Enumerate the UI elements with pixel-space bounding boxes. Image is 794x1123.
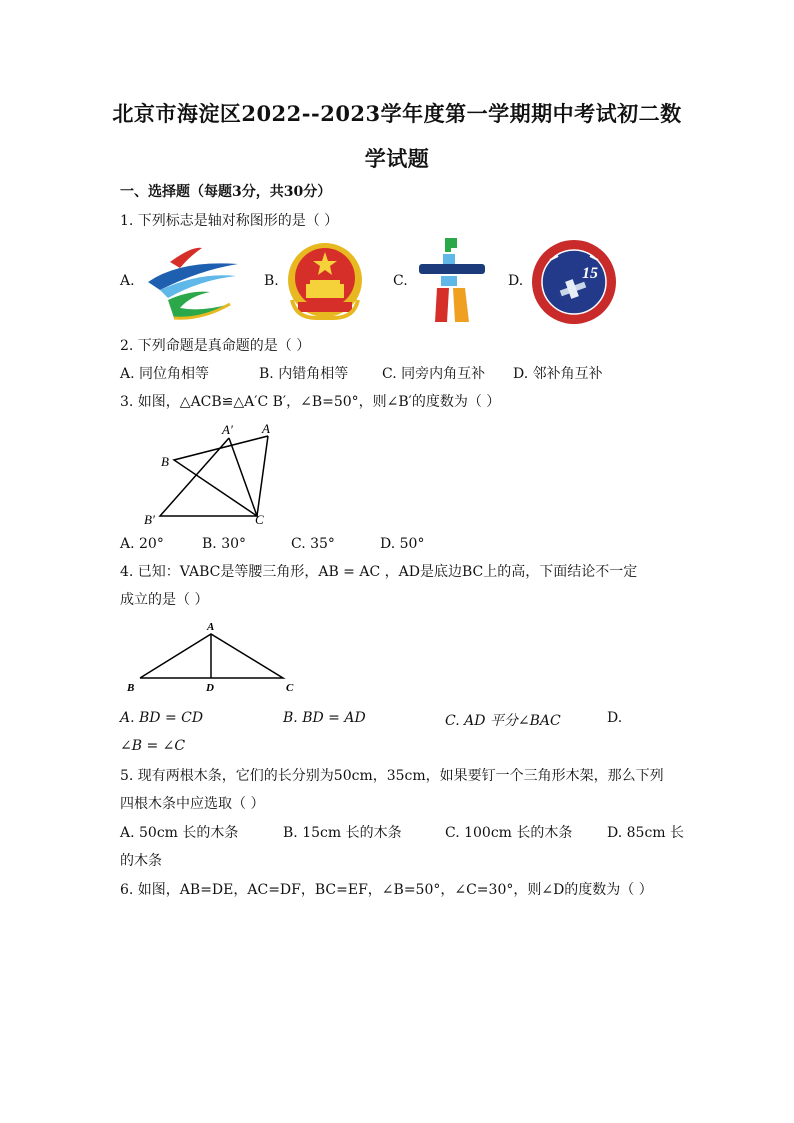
- winter-games-logo-icon: [140, 242, 240, 320]
- q2-option-a[interactable]: A. 同位角相等: [120, 366, 210, 382]
- label-b: B: [127, 682, 135, 694]
- q4-option-d-cont: ∠B = ∠C: [120, 738, 186, 754]
- q4-stem-cont: 成立的是（ ）: [120, 592, 209, 608]
- label-b: B: [161, 454, 169, 469]
- q2-option-c[interactable]: C. 同旁内角互补: [382, 366, 486, 382]
- q3-figure: [140, 418, 280, 530]
- q3-option-a[interactable]: A. 20°: [120, 536, 164, 552]
- label-a: A: [262, 421, 270, 436]
- q1-option-a[interactable]: A.: [120, 273, 135, 289]
- label-a: A: [207, 621, 215, 633]
- page-title-cont: 学试题: [364, 146, 430, 171]
- q3-stem: 3. 如图，△ACB≌△A′C B′，∠B=50°，则∠B′的度数为（ ）: [120, 394, 501, 410]
- q5-option-d[interactable]: D. 85cm 长: [607, 825, 685, 841]
- q1-option-c[interactable]: C.: [393, 273, 408, 289]
- label-a-prime: A′: [222, 422, 233, 437]
- q3-option-b[interactable]: B. 30°: [202, 536, 247, 552]
- q4-stem: 4. 已知：VABC是等腰三角形，AB = AC ，AD是底边BC上的高，下面结论不一定: [120, 564, 638, 580]
- section-heading: 一、选择题（每题3分，共30分）: [120, 184, 332, 200]
- q5-option-c[interactable]: C. 100cm 长的木条: [445, 825, 573, 841]
- q4-option-b[interactable]: B. BD = AD: [283, 710, 366, 726]
- label-d: D: [206, 682, 214, 694]
- q1-option-d[interactable]: D.: [508, 273, 524, 289]
- q4-option-a[interactable]: A. BD = CD: [120, 710, 204, 726]
- page-title: 北京市海淀区2022--2023学年度第一学期期中考试初二数: [112, 101, 682, 126]
- q5-option-b[interactable]: B. 15cm 长的木条: [283, 825, 402, 841]
- label-c: C: [255, 512, 264, 527]
- inukshuk-logo-icon: [415, 236, 487, 324]
- q4-option-d[interactable]: D.: [607, 710, 623, 726]
- q3-option-d[interactable]: D. 50°: [380, 536, 425, 552]
- q4-figure: [120, 620, 310, 698]
- q5-stem-cont: 四根木条中应选取（ ）: [120, 796, 265, 812]
- label-c: C: [286, 682, 294, 694]
- space-mission-emblem-icon: [530, 238, 618, 326]
- emblem-number: 15: [582, 265, 598, 282]
- q1-option-b[interactable]: B.: [264, 273, 279, 289]
- q5-option-d-cont: 的木条: [120, 853, 162, 869]
- q2-option-b[interactable]: B. 内错角相等: [259, 366, 349, 382]
- q2-stem: 2. 下列命题是真命题的是（ ）: [120, 338, 311, 354]
- q2-option-d[interactable]: D. 邻补角互补: [513, 366, 603, 382]
- national-emblem-icon: [286, 240, 364, 322]
- q5-stem: 5. 现有两根木条，它们的长分别为50cm，35cm，如果要钉一个三角形木架，那么下列: [120, 768, 664, 784]
- q6-stem: 6. 如图，AB=DE，AC=DF，BC=EF，∠B=50°，∠C=30°，则∠D的度数为（ ）: [120, 882, 653, 898]
- label-b-prime: B′: [144, 512, 155, 527]
- q3-option-c[interactable]: C. 35°: [291, 536, 335, 552]
- q1-stem: 1. 下列标志是轴对称图形的是（ ）: [120, 213, 339, 229]
- q4-option-c[interactable]: C. AD 平分∠BAC: [445, 713, 561, 729]
- q5-option-a[interactable]: A. 50cm 长的木条: [120, 825, 239, 841]
